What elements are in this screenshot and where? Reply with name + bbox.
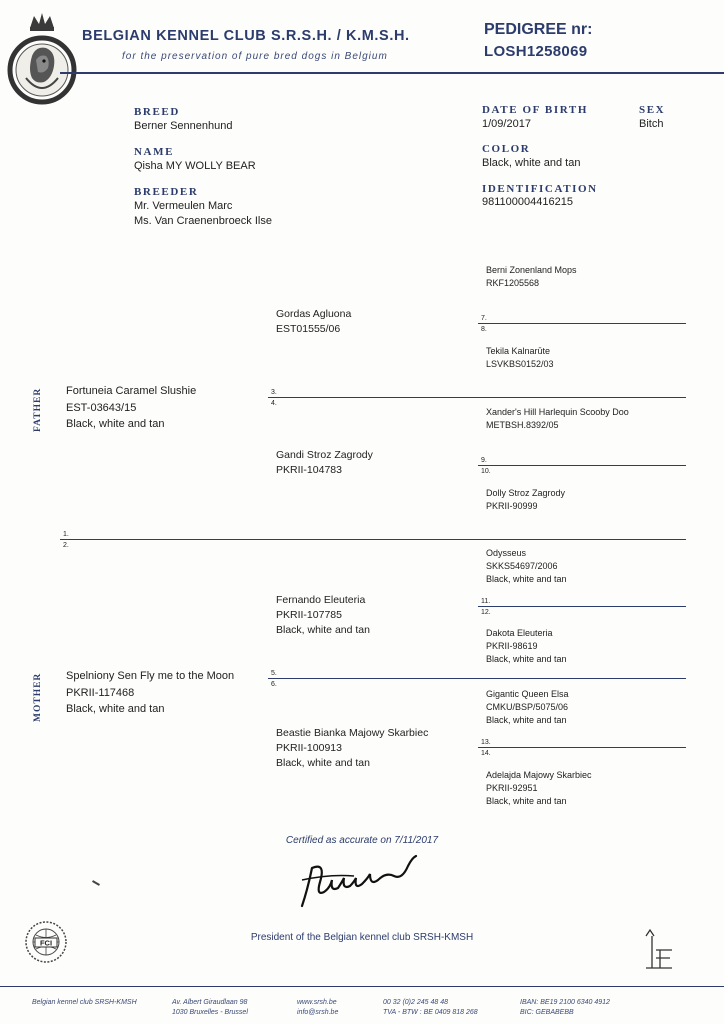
- sex-label: SEX: [639, 104, 666, 116]
- ancestor-11-color: Black, white and tan: [486, 574, 567, 584]
- ancestor-10: [486, 487, 565, 513]
- footer-address: [172, 998, 248, 1018]
- ancestor-13-reg: CMKU/BSP/5075/06: [486, 702, 569, 712]
- line-number-11: 11.: [481, 598, 491, 605]
- ancestor-13-name: Gigantic Queen Elsa: [486, 689, 569, 699]
- grandparent-mm-color: Black, white and tan: [276, 757, 370, 769]
- line-number-4: 4.: [271, 400, 277, 407]
- father-entry: [66, 384, 196, 432]
- ancestor-14-name: Adelajda Majowy Skarbiec: [486, 770, 592, 780]
- line-number-1: 1.: [63, 531, 69, 538]
- footer-club: [32, 998, 137, 1008]
- ancestor-12-name: Dakota Eleuteria: [486, 628, 553, 638]
- dob-label: DATE OF BIRTH: [482, 104, 588, 116]
- header-rule: [60, 72, 724, 74]
- father-name: Fortuneia Caramel Slushie: [66, 385, 197, 397]
- line-number-7: 7.: [481, 315, 487, 322]
- identification-label: IDENTIFICATION: [482, 183, 598, 195]
- footer-bank: [520, 998, 610, 1018]
- sex-value: Bitch: [639, 118, 664, 130]
- ancestor-14-color: Black, white and tan: [486, 796, 567, 806]
- signature: [290, 852, 430, 916]
- footer-iban: IBAN: BE19 2100 6340 4912: [520, 999, 610, 1006]
- line-number-12: 12.: [481, 609, 491, 616]
- father-color: Black, white and tan: [66, 418, 165, 430]
- footer-email-link[interactable]: info@srsh.be: [297, 1009, 339, 1016]
- certified-text: Certified as accurate on 7/11/2017: [285, 835, 439, 846]
- ancestor-12-reg: PKRII-98619: [486, 641, 538, 651]
- color-value: Black, white and tan: [482, 157, 581, 169]
- footer-address-1: Av. Albert Giraudlaan 98: [172, 999, 248, 1006]
- grandparent-mm: [276, 726, 428, 771]
- breed-value: Berner Sennenhund: [134, 120, 233, 132]
- breed-label: BREED: [134, 106, 180, 118]
- ancestor-7: [486, 264, 577, 290]
- pedigree-line-3-4: [268, 397, 686, 398]
- name-label: NAME: [134, 146, 175, 158]
- grandparent-fm-name: Gandi Stroz Zagrody: [276, 449, 373, 461]
- pedigree-line-7-8: [478, 323, 686, 324]
- grandparent-mf-color: Black, white and tan: [276, 624, 370, 636]
- mother-color: Black, white and tan: [66, 703, 165, 715]
- footer-web: [297, 998, 338, 1018]
- club-logo: [6, 8, 78, 112]
- grandparent-fm: [276, 448, 373, 478]
- line-number-5: 5.: [271, 670, 277, 677]
- ancestor-11-reg: SKKS54697/2006: [486, 561, 558, 571]
- footer-phone: [383, 998, 478, 1018]
- color-label: COLOR: [482, 143, 531, 155]
- club-name: BELGIAN KENNEL CLUB S.R.S.H. / K.M.S.H.: [82, 28, 410, 44]
- footer-rule: [0, 986, 724, 987]
- kmsh-stamp-logo: [642, 928, 674, 972]
- grandparent-mf-name: Fernando Eleuteria: [276, 594, 366, 606]
- grandparent-fm-reg: PKRII-104783: [276, 464, 342, 476]
- ancestor-14: [486, 769, 592, 808]
- footer-address-2: 1030 Bruxelles - Brussel: [172, 1009, 248, 1016]
- ancestor-7-reg: RKF1205568: [486, 278, 540, 288]
- line-number-6: 6.: [271, 681, 277, 688]
- ancestor-11-name: Odysseus: [486, 548, 527, 558]
- pedigree-label: PEDIGREE nr:: [484, 21, 593, 38]
- dob-value: 1/09/2017: [482, 118, 531, 130]
- pedigree-line-9-10: [478, 465, 686, 466]
- footer-club-name: Belgian kennel club SRSH-KMSH: [32, 999, 137, 1006]
- club-tagline: for the preservation of pure bred dogs in Belgium: [122, 51, 388, 62]
- identification-value: 981100004416215: [482, 196, 573, 208]
- footer-bic: BIC: GEBABEBB: [520, 1009, 574, 1016]
- father-registration: EST-03643/15: [66, 402, 137, 414]
- footer-vat: TVA - BTW : BE 0409 818 268: [383, 1009, 478, 1016]
- ancestor-8-reg: LSVKBS0152/03: [486, 359, 554, 369]
- ancestor-11: [486, 547, 567, 586]
- grandparent-ff-name: Gordas Agluona: [276, 308, 352, 320]
- breeder-label: BREEDER: [134, 186, 199, 198]
- ancestor-12: [486, 627, 567, 666]
- ancestor-8-name: Tekila Kalnarūte: [486, 346, 551, 356]
- line-number-8: 8.: [481, 326, 487, 333]
- line-number-9: 9.: [481, 457, 487, 464]
- mother-name: Spelniony Sen Fly me to the Moon: [66, 670, 235, 682]
- ancestor-13: [486, 688, 569, 727]
- grandparent-mf: [276, 593, 370, 638]
- pedigree-number: LOSH1258069: [484, 43, 588, 60]
- ancestor-13-color: Black, white and tan: [486, 715, 567, 725]
- ancestor-10-reg: PKRII-90999: [486, 501, 538, 511]
- father-label: FATHER: [33, 387, 43, 432]
- fci-logo-text: FCI: [39, 938, 53, 948]
- footer-phone-number: 00 32 (0)2 245 48 48: [383, 999, 448, 1006]
- line-number-10: 10.: [481, 468, 491, 475]
- ancestor-10-name: Dolly Stroz Zagrody: [486, 488, 566, 498]
- line-number-3: 3.: [271, 389, 277, 396]
- president-caption: President of the Belgian kennel club SRSH-KMSH: [250, 932, 474, 943]
- mother-label: MOTHER: [33, 672, 43, 722]
- pedigree-line-13-14: [478, 747, 686, 748]
- grandparent-ff: [276, 307, 351, 337]
- line-number-2: 2.: [63, 542, 69, 549]
- ancestor-8: [486, 345, 554, 371]
- breeder-value-2: Ms. Van Craenenbroeck Ilse: [134, 215, 272, 227]
- grandparent-mf-reg: PKRII-107785: [276, 609, 342, 621]
- grandparent-mm-reg: PKRII-100913: [276, 742, 342, 754]
- footer-web-link[interactable]: www.srsh.be: [297, 999, 337, 1006]
- ancestor-12-color: Black, white and tan: [486, 654, 567, 664]
- pedigree-line-5-6: [268, 678, 686, 679]
- pedigree-line-1-2: [60, 539, 686, 540]
- mother-registration: PKRII-117468: [66, 687, 135, 699]
- grandparent-mm-name: Beastie Bianka Majowy Skarbiec: [276, 727, 429, 739]
- breeder-value-1: Mr. Vermeulen Marc: [134, 200, 233, 212]
- ancestor-14-reg: PKRII-92951: [486, 783, 538, 793]
- name-value: Qisha MY WOLLY BEAR: [134, 160, 256, 172]
- line-number-14: 14.: [481, 750, 491, 757]
- grandparent-ff-reg: EST01555/06: [276, 323, 341, 335]
- ancestor-9: [486, 406, 629, 432]
- pedigree-line-11-12: [478, 606, 686, 607]
- ancestor-9-reg: METBSH.8392/05: [486, 420, 559, 430]
- line-number-13: 13.: [481, 739, 491, 746]
- ancestor-9-name: Xander's Hill Harlequin Scooby Doo: [486, 407, 629, 417]
- mother-entry: [66, 669, 234, 717]
- stray-mark: [92, 880, 100, 886]
- ancestor-7-name: Berni Zonenland Mops: [486, 265, 577, 275]
